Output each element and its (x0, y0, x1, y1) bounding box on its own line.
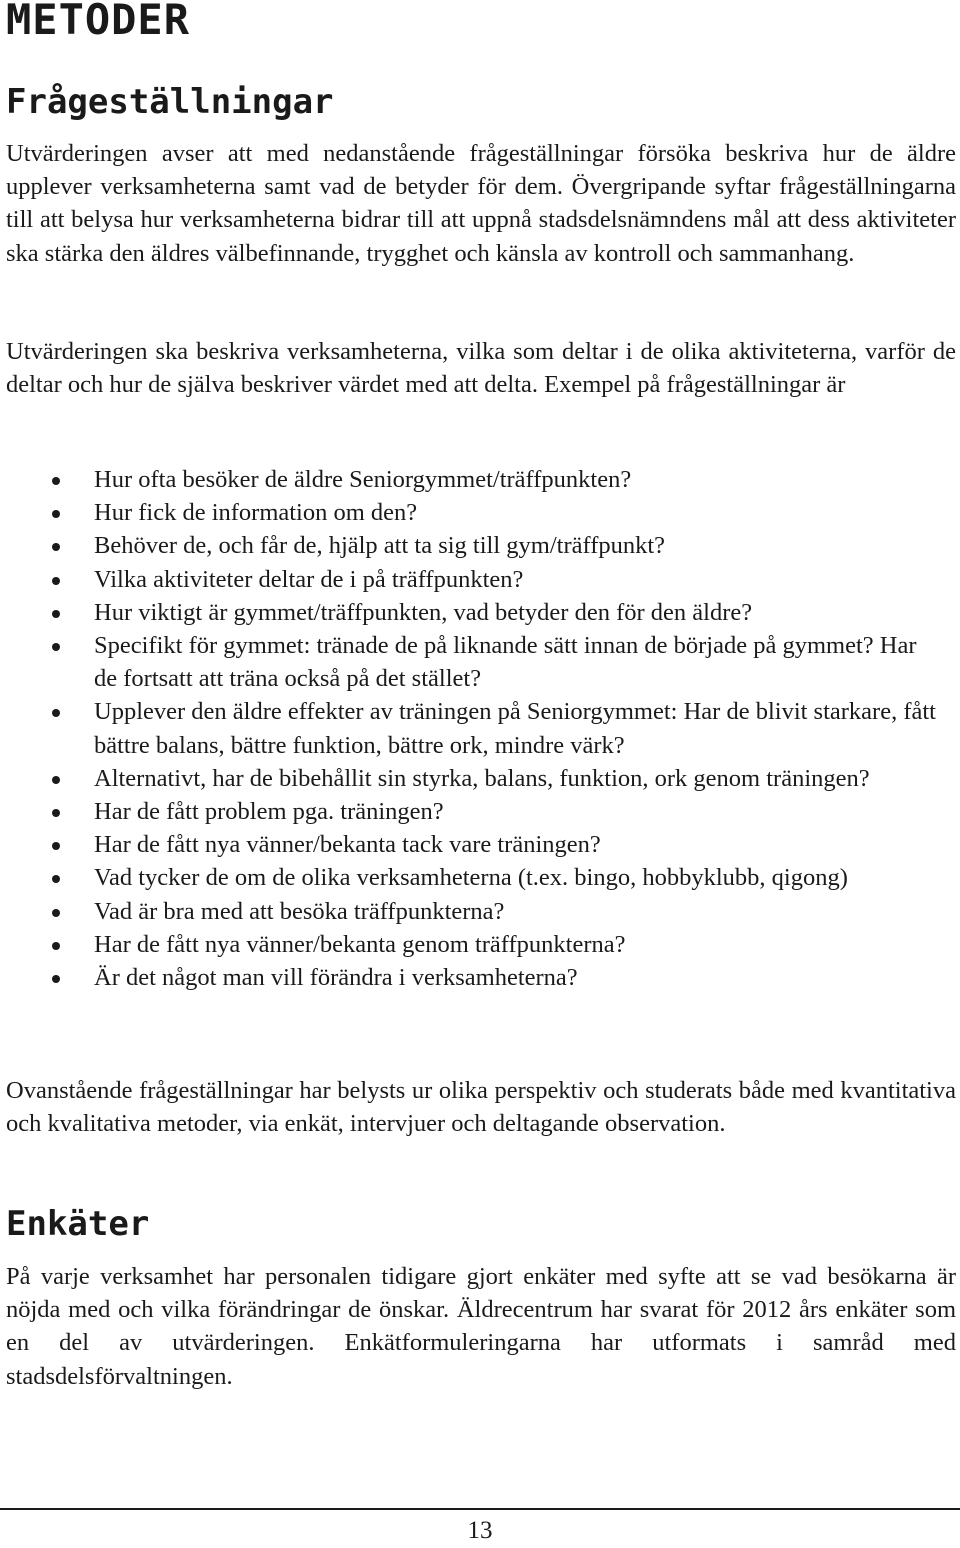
list-item-text: Vilka aktiviteter deltar de i på träffpunkten? (94, 565, 524, 593)
question-bullet-list (0, 463, 940, 994)
list-item-text: Vad tycker de om de olika verksamheterna (t.ex. bingo, hobbyklubb, qigong) (94, 864, 848, 892)
bullet-icon (52, 842, 60, 850)
list-item-text: Är det något man vill förändra i verksamheterna? (94, 964, 578, 992)
list-item-text: Upplever den äldre effekter av träningen på Seniorgymmet: Har de blivit starkare, fått bättre balans, bättre funktion, bättre ork, mindre värk? (94, 698, 936, 759)
questions-paragraph-examples: Utvärderingen ska beskriva verksamheterna, vilka som deltar i de olika aktiviteterna, varför de deltar och hur de själva beskriver värdet med att delta. Exempel på frågeställningar är (6, 338, 956, 399)
list-item (0, 529, 940, 562)
list-item (0, 463, 940, 496)
list-item (0, 795, 940, 828)
list-item-text: Hur viktigt är gymmet/träffpunkten, vad betyder den för den äldre? (94, 598, 753, 626)
page-number: 13 (467, 1517, 493, 1544)
bullet-icon (52, 909, 60, 917)
footer-divider (0, 1508, 960, 1510)
bullet-icon (52, 809, 60, 817)
questions-paragraph-methods: Ovanstående frågeställningar har belysts ur olika perspektiv och studerats både med kvantitativa och kvalitativa metoder, via enkät, intervjuer och deltagande observation. (6, 1077, 956, 1138)
list-item-text: Har de fått nya vänner/bekanta tack vare träningen? (94, 831, 601, 859)
bullet-icon (52, 577, 60, 585)
list-item (0, 496, 940, 529)
bullet-icon (52, 709, 60, 717)
list-item (0, 762, 940, 795)
list-item (0, 861, 940, 894)
list-item (0, 563, 940, 596)
bullet-icon (52, 477, 60, 485)
questions-paragraph-intro: Utvärderingen avser att med nedanstående frågeställningar försöka beskriva hur de äldre upplever verksamheterna samt vad de betyder för dem. Övergripande syftar frågeställningarna till att belysa hur verksamheterna bidrar till att uppnå stadsdelsnämndens mål att dess aktiviteter ska stärka den äldres välbefinnande, trygghet och känsla av kontroll och sammanhang. (6, 140, 956, 267)
list-item (0, 629, 940, 695)
list-item-text: Har de fått nya vänner/bekanta genom träffpunkterna? (94, 930, 626, 958)
list-item-text: Hur fick de information om den? (94, 499, 418, 527)
bullet-icon (52, 875, 60, 883)
list-item-text: Specifikt för gymmet: tränade de på liknande sätt innan de började på gymmet? Har de fortsatt att träna också på det stället? (94, 632, 917, 693)
list-item-text: Hur ofta besöker de äldre Seniorgymmet/träffpunkten? (94, 466, 632, 493)
bullet-icon (52, 942, 60, 950)
list-item-text: Har de fått problem pga. träningen? (94, 798, 444, 826)
list-item (0, 828, 940, 861)
list-item-text: Alternativt, har de bibehållit sin styrka, balans, funktion, ork genom träningen? (94, 764, 870, 792)
list-item (0, 895, 940, 928)
list-item (0, 596, 940, 629)
bullet-icon (52, 543, 60, 551)
bullet-icon (52, 510, 60, 518)
section-heading-surveys: Enkäter (6, 1204, 150, 1244)
bullet-icon (52, 610, 60, 618)
chapter-heading: METODER (6, 0, 191, 44)
list-item (0, 961, 940, 994)
surveys-paragraph: På varje verksamhet har personalen tidigare gjort enkäter med syfte att se vad besökarna är nöjda med och vilka förändringar de önskar. Äldrecentrum har svarat för 2012 års enkäter som en del av utvärderingen. Enkätformuleringarna har utformats i samråd med stadsdelsförvaltningen. (6, 1263, 956, 1390)
list-item (0, 928, 940, 961)
bullet-icon (52, 776, 60, 784)
bullet-icon (52, 975, 60, 983)
list-item (0, 695, 940, 761)
list-item-text: Vad är bra med att besöka träffpunkterna? (94, 897, 505, 925)
bullet-icon (52, 643, 60, 651)
list-item-text: Behöver de, och får de, hjälp att ta sig till gym/träffpunkt? (94, 532, 666, 560)
section-heading-questions: Frågeställningar (6, 82, 334, 122)
